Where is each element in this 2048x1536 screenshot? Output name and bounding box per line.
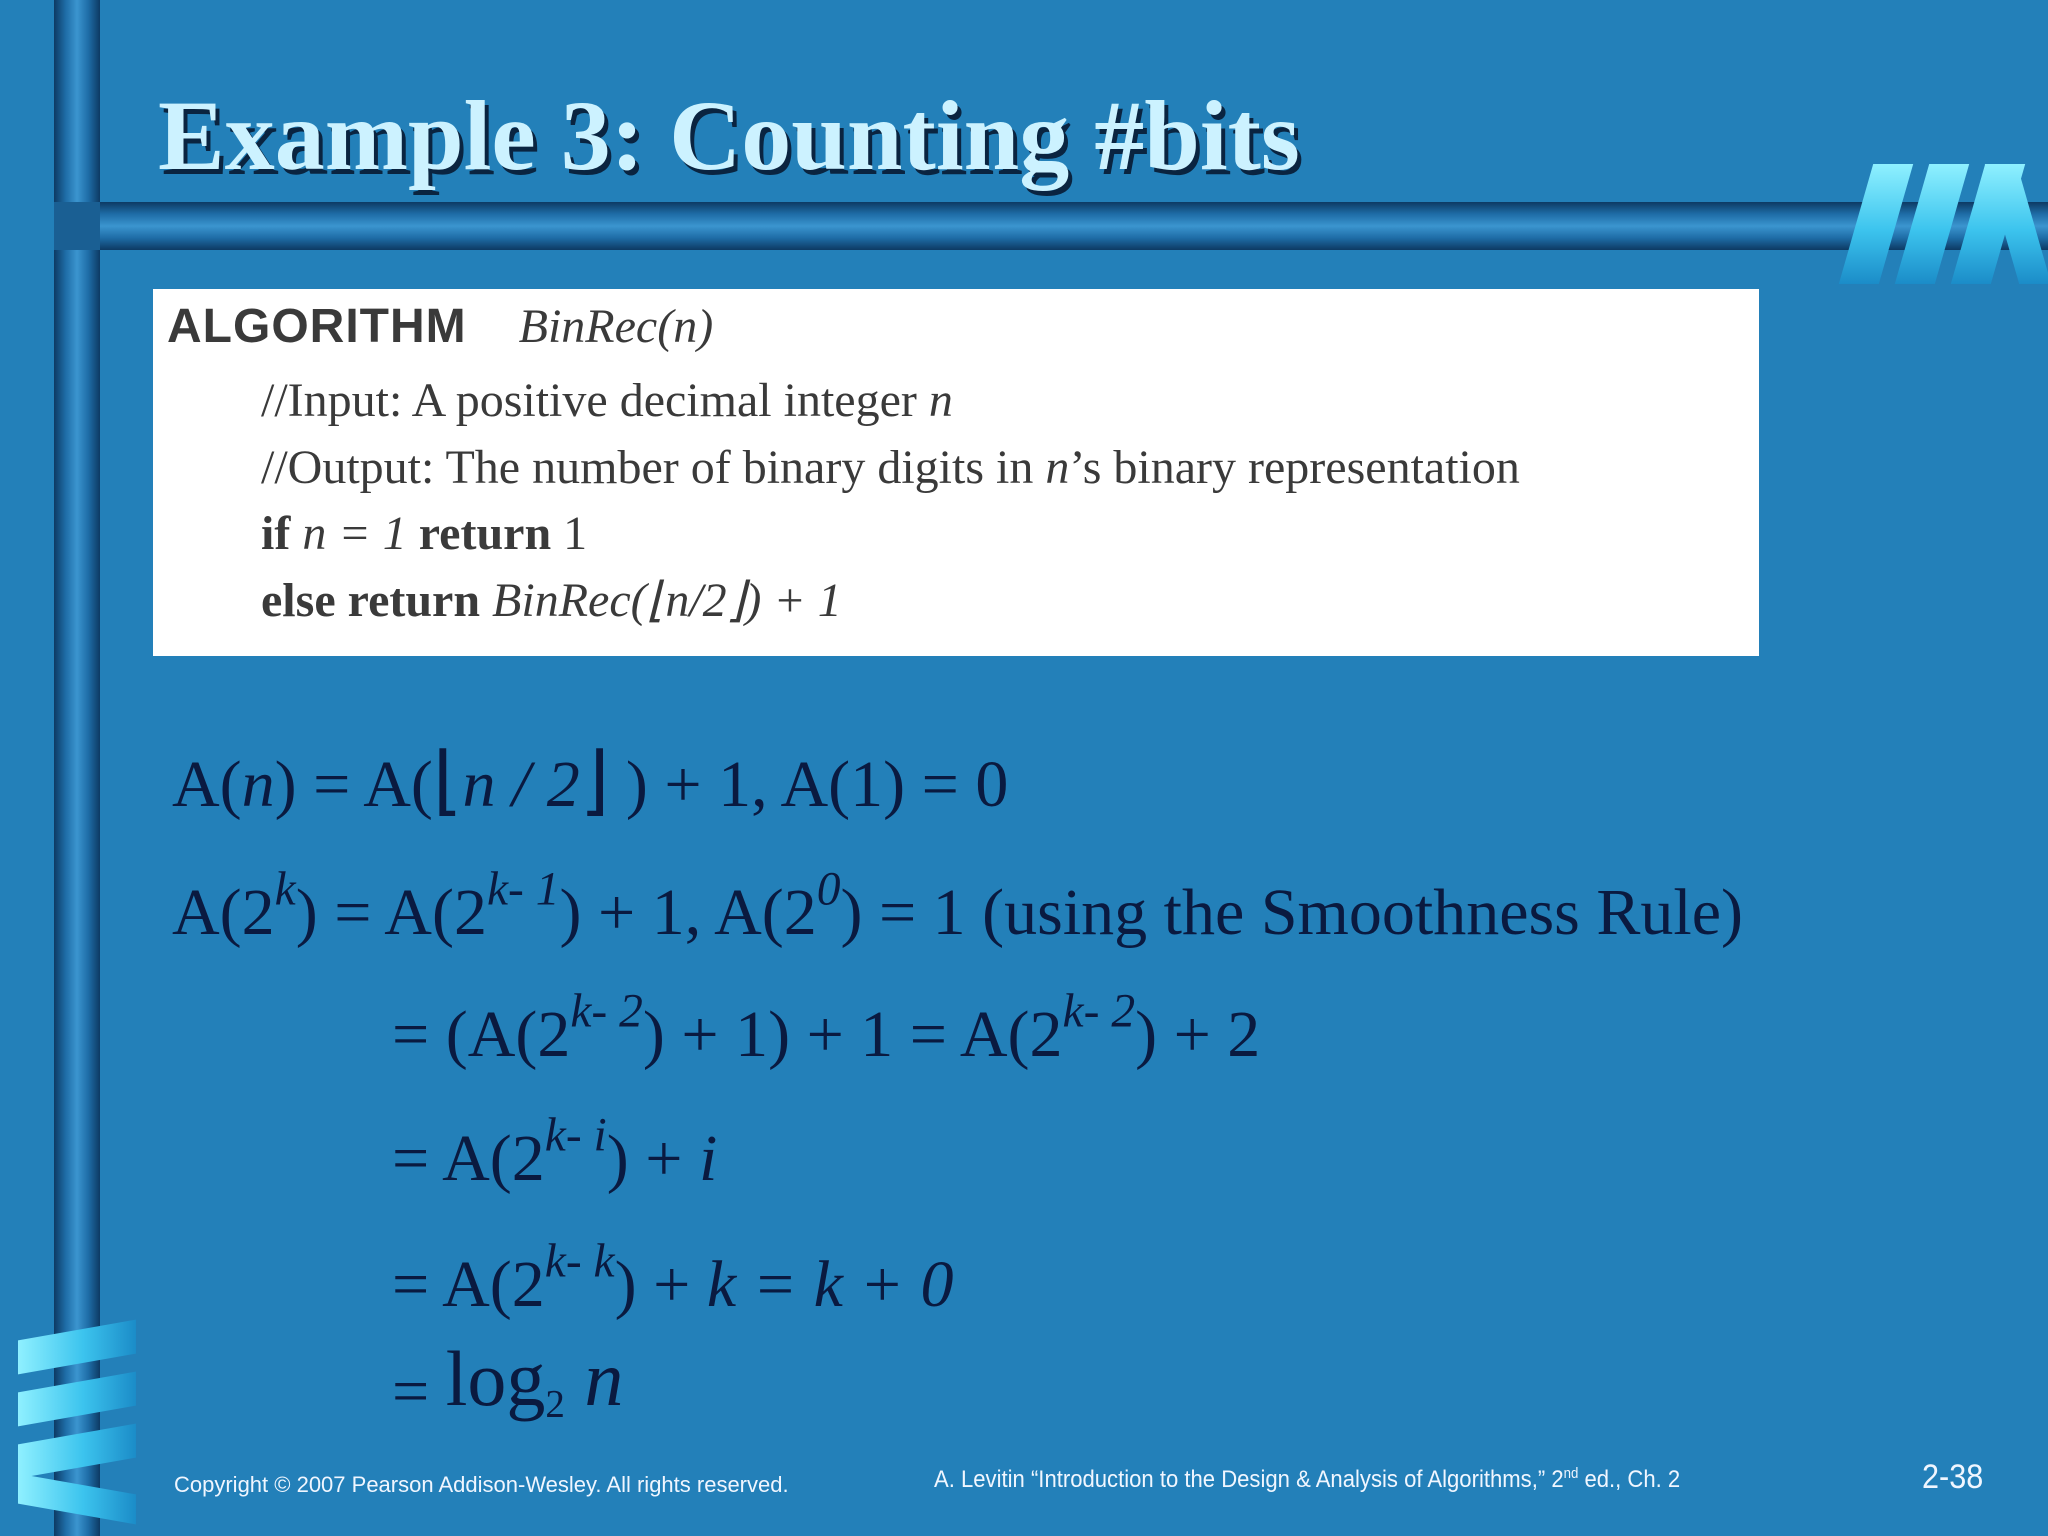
slide-title: Example 3: Counting #bits [158,80,1300,191]
derivation-step-1: = $(A(2^{k- 2}) + 1) + 1 = A(2^{k- 2}) + 2$ [392,985,1261,1071]
algorithm-if-line: if n = 1 return 1 [261,507,588,560]
algorithm-else-line: else return BinRec(⌊n/2⌋) + 1 [261,574,842,627]
frame-joint [54,202,100,250]
algorithm-input-comment: //Input: A positive decimal integer n [261,374,953,427]
algorithm-header [167,300,714,353]
algorithm-box [153,289,1759,656]
algorithm-keyword: ALGORITHM [167,300,467,353]
derivation-step-3: = $A(2^{k- k}) + k = k + 0$ [392,1235,954,1321]
algorithm-output-comment: //Output: The number of binary digits in n’s binary representation [261,441,1520,494]
derivation-step-2: = $A(2^{k- i}) + i$ [392,1109,718,1195]
book-citation: A. Levitin “Introduction to the Design & Analysis of Algorithms,” 2nd ed., Ch. 2 [934,1466,1681,1493]
copyright-notice: Copyright © 2007 Pearson Addison-Wesley. All rights reserved. [174,1472,789,1497]
title-divider-bar [54,202,2048,250]
smoothness-equation: $A(2^k) = A(2^{k- 1}) + 1$, $A(2^0) = 1$ (using the Smoothness Rule) [172,863,1743,949]
derivation-result: = $\log_2 n$ [392,1335,624,1428]
algorithm-name: BinRec(n) [518,300,714,353]
recurrence-equation: A(n) = A(⌊n / 2⌋ ) + 1, A(1) = 0 [172,739,1009,823]
page-number: 2-38 [1922,1458,1984,1496]
